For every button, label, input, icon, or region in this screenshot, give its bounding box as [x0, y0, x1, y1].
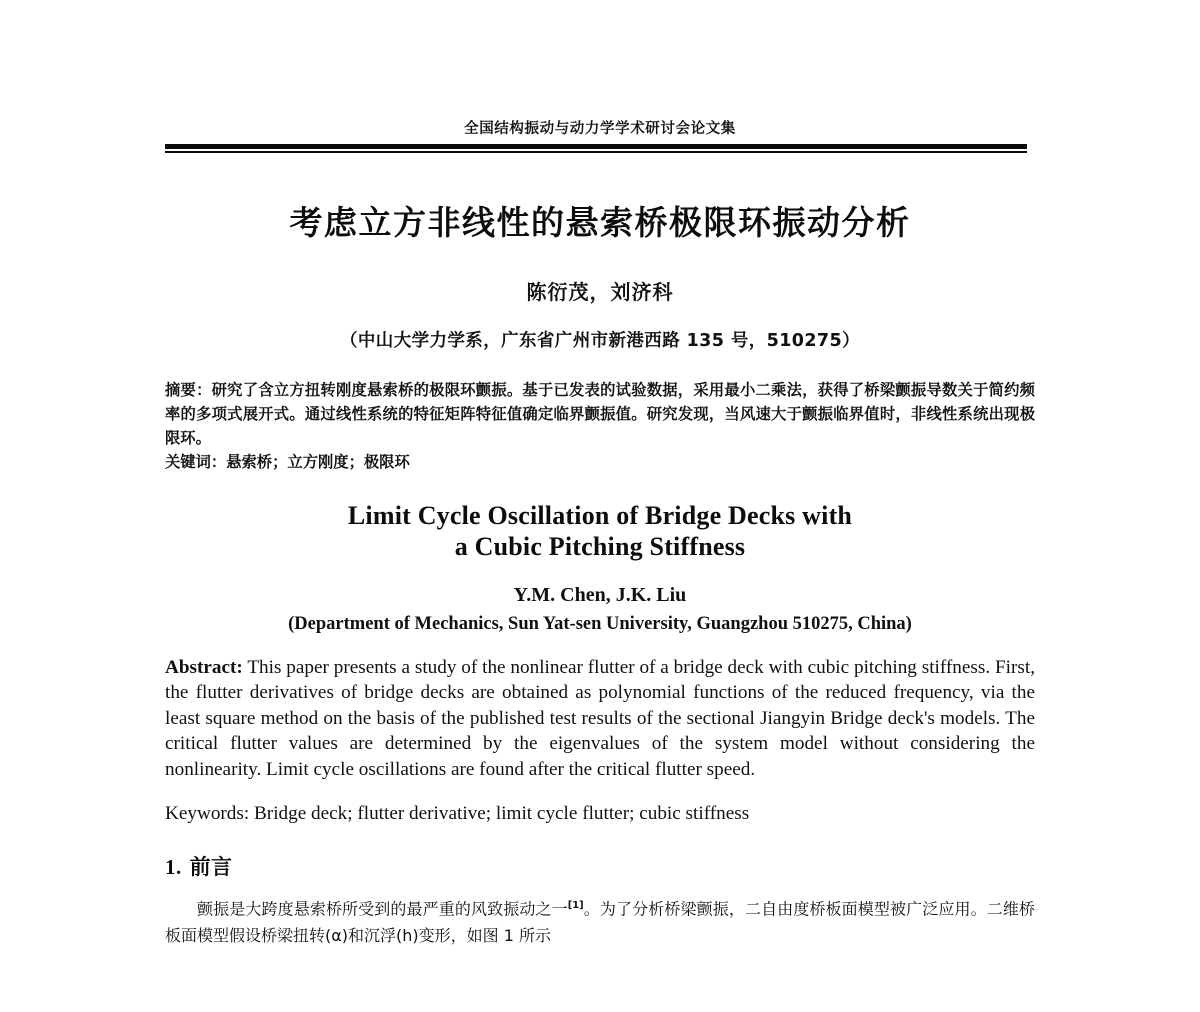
citation-reference-1: [1] — [567, 899, 584, 911]
chinese-keywords-label: 关键词： — [165, 452, 227, 471]
chinese-keywords — [165, 450, 1035, 474]
chinese-affiliation: （中山大学力学系，广东省广州市新港西路 135 号，510275） — [340, 330, 860, 351]
english-keywords-label: Keywords: — [165, 803, 250, 825]
english-abstract — [165, 655, 1035, 783]
english-title-line-1: Limit Cycle Oscillation of Bridge Decks with — [347, 500, 853, 530]
header-rule-thin — [165, 151, 1027, 153]
section-1-heading — [165, 851, 1035, 881]
chinese-authors: 陈衍茂，刘济科 — [526, 279, 674, 304]
page-content-column — [165, 0, 1035, 965]
page-bottom-clip — [0, 952, 1200, 1012]
running-header: 全国结构振动与动力学学术研讨会论文集 — [464, 121, 736, 137]
paragraph-text-after-citation: 。为了分析桥梁颤振，二自由度桥板面模型被广泛应用。二维桥板面模型假设桥梁扭转(α)和沉浮(h)变形，如图 1 所示 — [165, 898, 1035, 945]
english-title-line-2: a Cubic Pitching Stiffness — [454, 531, 746, 561]
section-1-number: 1. — [165, 854, 182, 879]
section-1-paragraph — [165, 892, 1035, 949]
chinese-abstract-label: 摘要： — [165, 380, 212, 399]
english-title — [165, 500, 1035, 562]
english-authors: Y.M. Chen, J.K. Liu — [513, 583, 687, 606]
english-keywords — [165, 801, 1035, 827]
english-abstract-label: Abstract: — [165, 656, 243, 678]
chinese-abstract — [165, 378, 1035, 450]
chinese-title: 考虑立方非线性的悬索桥极限环振动分析 — [289, 202, 911, 242]
paragraph-text-before-citation: 颤振是大跨度悬索桥所受到的最严重的风致振动之一 — [197, 898, 568, 918]
section-1-title: 前言 — [189, 854, 233, 879]
english-keywords-body: Bridge deck; flutter derivative; limit cycle flutter; cubic stiffness — [254, 803, 750, 825]
chinese-keywords-body: 悬索桥；立方刚度；极限环 — [226, 452, 410, 471]
english-abstract-body: This paper presents a study of the nonlinear flutter of a bridge deck with cubic pitching stiffness. First, the flutter derivatives of bridge decks are obtained as polynomial functions of the reduced frequency, via the least square method on the basis of the published test results of the sectional Jiangyin Bridge deck's models. The critical flutter values are determined by the eigenvalues of the system model without considering the nonlinearity. Limit cycle oscillations are found after the critical flutter speed. — [165, 656, 1035, 780]
english-affiliation: (Department of Mechanics, Sun Yat-sen University, Guangzhou 510275, China) — [288, 613, 912, 634]
chinese-abstract-body: 研究了含立方扭转刚度悬索桥的极限环颤振。基于已发表的试验数据，采用最小二乘法，获得了桥梁颤振导数关于简约频率的多项式展开式。通过线性系统的特征矩阵特征值确定临界颤振值。研究发现，当风速大于颤振临界值时，非线性系统出现极限环。 — [165, 380, 1035, 447]
header-rule — [165, 144, 1027, 153]
